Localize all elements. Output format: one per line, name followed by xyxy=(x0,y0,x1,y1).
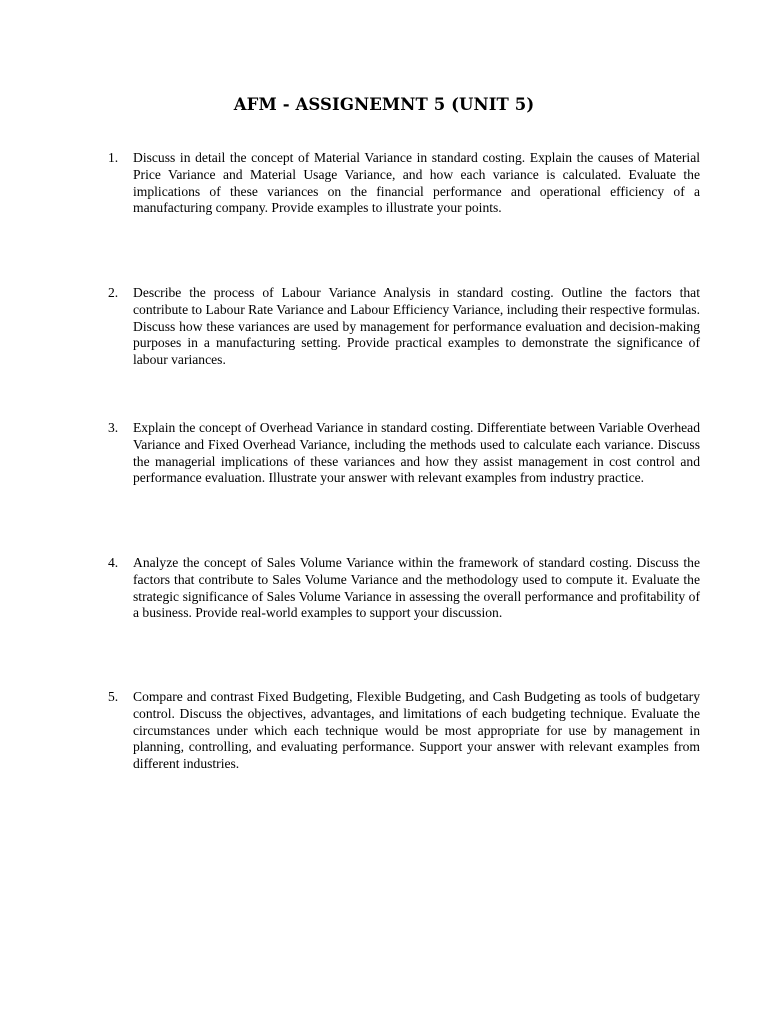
question-number: 4. xyxy=(108,555,119,570)
question-text: Describe the process of Labour Variance Analysis in standard costing. Outline the factors that contribute to Labour Rate Variance and Labour Efficiency Variance, including their respective formulas. Discuss how these variances are used by management for performance evaluation and decision-making purposes in a manufacturing setting. Provide practical examples to demonstrate the significance of labour variances. xyxy=(133,285,700,368)
document-title: AFM - ASSIGNEMNT 5 (UNIT 5) xyxy=(233,95,535,114)
question-item xyxy=(108,689,700,773)
question-number: 1. xyxy=(108,150,119,165)
question-item xyxy=(108,555,700,622)
question-number: 5. xyxy=(108,689,119,704)
question-text: Compare and contrast Fixed Budgeting, Flexible Budgeting, and Cash Budgeting as tools of budgetary control. Discuss the objectives, advantages, and limitations of each budgeting technique. Evaluate the circumstances under which each technique would be most appropriate for use by management in planning, controlling, and evaluating performance. Support your answer with relevant examples from different industries. xyxy=(133,689,700,772)
question-number: 3. xyxy=(108,420,119,435)
question-item xyxy=(108,420,700,487)
question-item xyxy=(108,285,700,369)
question-text: Explain the concept of Overhead Variance in standard costing. Differentiate between Variable Overhead Variance and Fixed Overhead Variance, including the methods used to calculate each variance. Discuss the managerial implications of these variances and how they assist management in cost control and performance evaluation. Illustrate your answer with relevant examples from industry practice. xyxy=(133,420,700,486)
question-number: 2. xyxy=(108,285,119,300)
question-text: Analyze the concept of Sales Volume Variance within the framework of standard costing. Discuss the factors that contribute to Sales Volume Variance and the methodology used to compute it. Evaluate the strategic significance of Sales Volume Variance in assessing the overall performance and profitability of a business. Provide real-world examples to support your discussion. xyxy=(133,555,700,621)
question-item xyxy=(108,150,700,217)
question-text: Discuss in detail the concept of Material Variance in standard costing. Explain the causes of Material Price Variance and Material Usage Variance, and how each variance is calculated. Evaluate the implications of these variances on the financial performance and operational efficiency of a manufacturing company. Provide examples to illustrate your points. xyxy=(133,150,700,216)
